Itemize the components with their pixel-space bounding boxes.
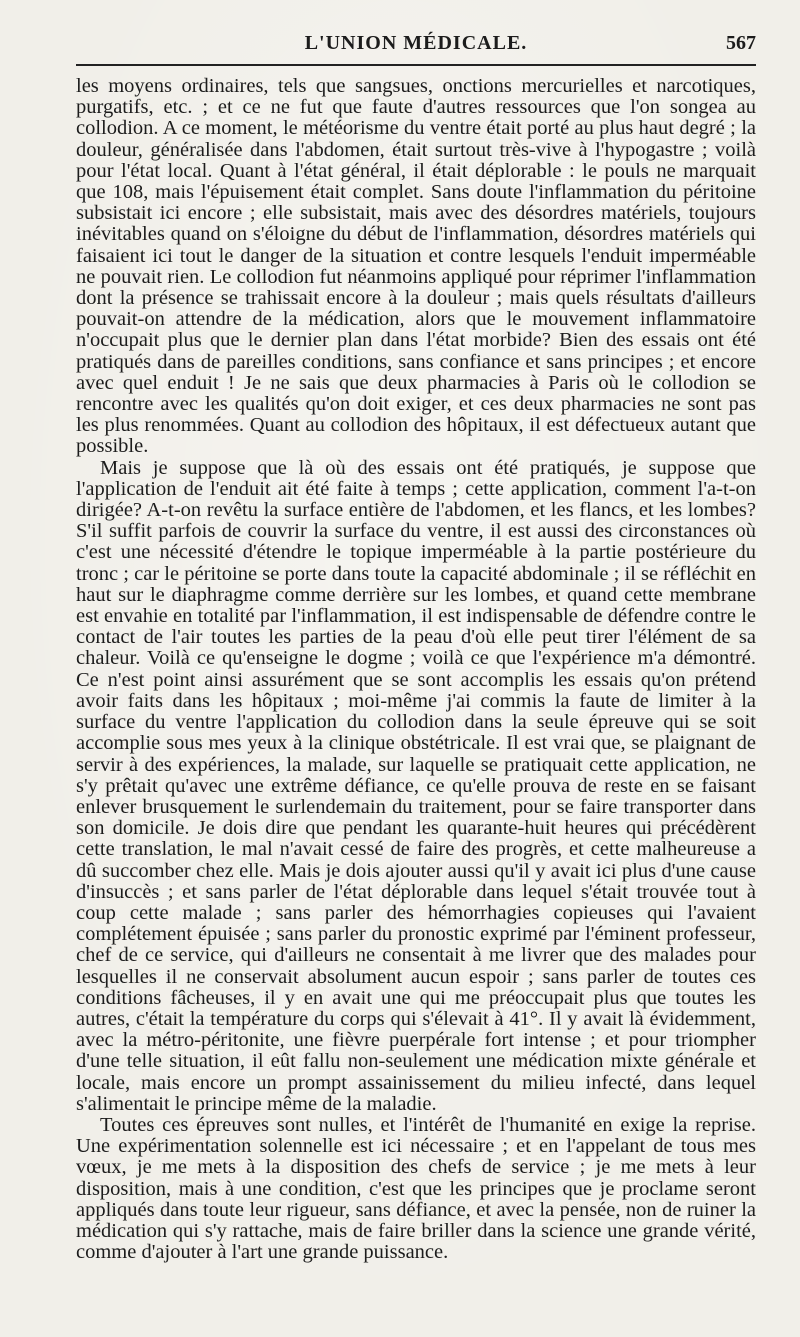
page-header <box>76 28 756 62</box>
paragraph: Toutes ces épreuves sont nulles, et l'intérêt de l'humanité en exige la reprise. Une expérimentation solennelle est ici nécessaire ; et en l'appelant de tous mes vœux, je me mets à la disposition des chefs de service ; je me mets à leur disposition, mais à une condition, c'est que les principes que je proclame seront appliqués dans toute leur rigueur, sans défiance, et avec la pensée, non de ruiner la médication qui s'y rattache, mais de faire briller dans la science une grande vérité, comme d'ajouter à l'art une grande puissance. <box>76 1113 756 1264</box>
header-rule <box>76 64 756 66</box>
article-body <box>76 76 756 1263</box>
paragraph: les moyens ordinaires, tels que sangsues, onctions mercurielles et narcotiques, purgatifs, etc. ; et ce ne fut que faute d'autres ressources que l'on songea au collodion. A ce moment, le météorisme du ventre était porté au plus haut degré ; la douleur, généralisée dans l'abdomen, était surtout très-vive à l'hypogastre ; voilà pour l'état local. Quant à l'état général, il était déplorable : le pouls ne marquait que 108, mais l'épuisement était complet. Sans doute l'inflammation du péritoine subsistait ici encore ; elle subsistait, mais avec des désordres matériels, toujours inévitables quand on s'éloigne du début de l'inflammation, désordres matériels qui faisaient ici tout le danger de la situation et contre lesquels l'enduit imperméable ne pouvait rien. Le collodion fut néanmoins appliqué pour réprimer l'inflammation dont la présence se trahissait encore à la douleur ; mais quels résultats d'ailleurs pouvait-on attendre de la médication, alors que le mouvement inflammatoire n'occupait plus que le dernier plan dans l'état morbide? Bien des essais ont été pratiqués dans de pareilles conditions, sans confiance et sans principes ; et encore avec quel enduit ! Je ne sais que deux pharmacies à Paris où le collodion se rencontre avec les qualités qu'on doit exiger, et ces deux pharmacies ne sont pas les plus renommées. Quant au collodion des hôpitaux, il est défectueux autant que possible. <box>76 75 756 458</box>
page-number: 567 <box>726 32 756 54</box>
running-title: L'UNION MÉDICALE. <box>304 32 528 54</box>
paragraph: Mais je suppose que là où des essais ont été pratiqués, je suppose que l'application de l'enduit ait été faite à temps ; cette application, comment l'a-t-on dirigée? A-t-on revêtu la surface entière de l'abdomen, et les flancs, et les lombes? S'il suffit parfois de couvrir la surface du ventre, il est aussi des circonstances où c'est une nécessité d'étendre le topique imperméable à la partie postérieure du tronc ; car le péritoine se porte dans toute la capacité abdominale ; il se réfléchit en haut sur le diaphragme comme derrière sur les lombes, et quand cette membrane est envahie en totalité par l'inflammation, il est indispensable de défendre contre le contact de l'air toutes les parties de la peau d'où elle peut tirer l'élément de sa chaleur. Voilà ce qu'enseigne le dogme ; voilà ce que l'expérience m'a démontré. Ce n'est point ainsi assurément que se sont accomplis les essais qu'on prétend avoir faits dans les hôpitaux ; moi-même j'ai commis la faute de limiter à la surface du ventre l'application du collodion dans la seule épreuve qui se soit accomplie sous mes yeux à la clinique obstétricale. Il est vrai que, se plaignant de servir à des expériences, la malade, sur laquelle se pratiquait cette application, ne s'y prêtait qu'avec une extrême défiance, ce qu'elle prouva de reste en se faisant enlever brusquement le surlendemain du traitement, pour se faire transporter dans son domicile. Je dois dire que pendant les quarante-huit heures qui précédèrent cette translation, le mal n'avait cessé de faire des progrès, et cette malheureuse a dû succomber chez elle. Mais je dois ajouter aussi qu'il y avait ici plus d'une cause d'insuccès ; et sans parler de l'état déplorable dans lequel s'était trouvée tout à coup cette malade ; sans parler des hémorrhagies copieuses qui l'avaient complétement épuisée ; sans parler du pronostic exprimé par l'éminent professeur, chef de ce service, qui d'ailleurs ne consentait à me livrer que des malades pour lesquelles il ne conservait absolument aucun espoir ; sans parler de toutes ces conditions fâcheuses, il y en avait une qui me préoccupait plus que toutes les autres, c'était la température du corps qui s'élevait à 41°. Il y avait là évidemment, avec la métro-péritonite, une fièvre puerpérale fort intense ; et pour triompher d'une telle situation, il eût fallu non-seulement une médication mixte générale et locale, mais encore un prompt assainissement du milieu infecté, dans lequel s'alimentait le principe même de la maladie. <box>76 456 756 1115</box>
